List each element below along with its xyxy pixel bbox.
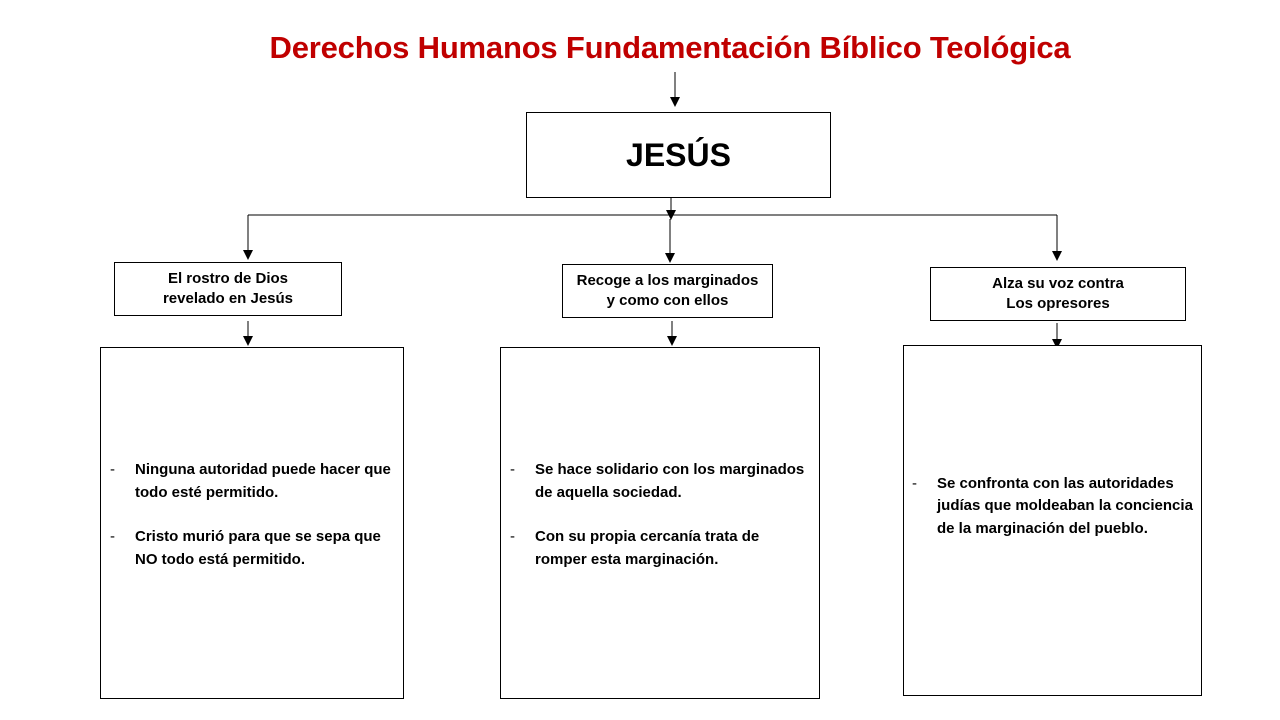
point-text: Ninguna autoridad puede hacer que todo esté permitido. [135, 461, 391, 501]
branch-label [992, 274, 1124, 314]
branch-node-rostro-de-dios [114, 262, 342, 316]
point-item [507, 459, 813, 504]
points-list [107, 459, 397, 571]
detail-box-marginados [500, 347, 820, 699]
branch-label [163, 269, 293, 309]
point-item [107, 526, 397, 571]
point-item [909, 473, 1195, 541]
point-text: Con su propia cercanía trata de romper esta marginación. [535, 528, 760, 568]
branch-label-line: Recoge a los marginados [576, 272, 759, 289]
point-text: Cristo murió para que se sepa que NO todo está permitido. [135, 528, 381, 568]
detail-box-opresores [903, 345, 1202, 696]
bullet-dash: - [510, 461, 515, 478]
points-list [909, 473, 1195, 541]
branch-label-line: El rostro de Dios [167, 270, 288, 287]
point-text: Se confronta con las autoridades judías que moldeaban la conciencia de la marginación del pueblo. [937, 474, 1193, 537]
bullet-dash: - [912, 474, 917, 492]
branch-node-marginados [562, 264, 773, 318]
bullet-dash: - [510, 528, 515, 545]
detail-box-rostro-de-dios [100, 347, 404, 699]
bullet-dash: - [110, 461, 115, 478]
branch-node-opresores [930, 267, 1186, 321]
point-item [107, 459, 397, 504]
point-item [507, 526, 813, 571]
center-node-jesus: JESÚS [526, 112, 831, 198]
branch-label [577, 271, 759, 311]
branch-label-line: revelado en Jesús [162, 290, 294, 307]
branch-label-line: Alza su voz contra [992, 275, 1124, 292]
points-list [507, 459, 813, 571]
bullet-dash: - [110, 528, 115, 545]
branch-label-line: Los opresores [1006, 295, 1110, 312]
branch-label-line: y como con ellos [606, 292, 729, 309]
diagram-title: Derechos Humanos Fundamentación Bíblico Teológica [269, 30, 1071, 65]
point-text: Se hace solidario con los marginados de aquella sociedad. [535, 461, 805, 501]
